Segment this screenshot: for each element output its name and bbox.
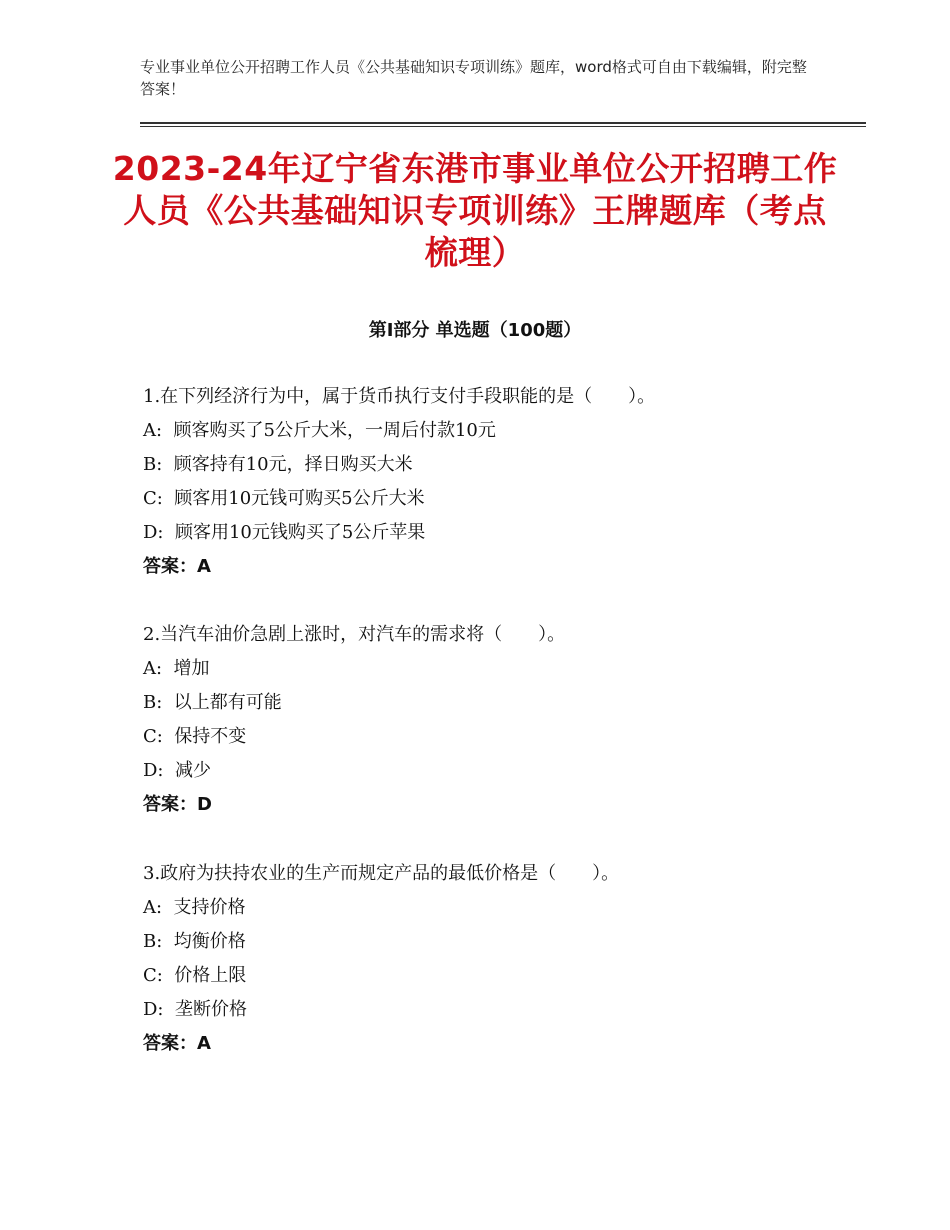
option-b: B: 均衡价格 — [143, 931, 246, 952]
option-d: D: 减少 — [143, 760, 211, 781]
option-b: B: 以上都有可能 — [143, 692, 282, 713]
header-note: 专业事业单位公开招聘工作人员《公共基础知识专项训练》题库，word格式可自由下载编辑，附完整答案！ — [140, 58, 807, 98]
question-stem: 1.在下列经济行为中，属于货币执行支付手段职能的是（ ）。 — [143, 386, 656, 407]
option-a: A: 顾客购买了5公斤大米，一周后付款10元 — [143, 420, 496, 441]
answer: 答案：A — [143, 556, 211, 577]
document-title: 2023-24年辽宁省东港市事业单位公开招聘工作人员《公共基础知识专项训练》王牌题库（考点梳理） — [112, 149, 838, 272]
option-c: C: 保持不变 — [143, 726, 247, 747]
option-d: D: 顾客用10元钱购买了5公斤苹果 — [143, 522, 426, 543]
header-rule-thin — [140, 126, 866, 127]
option-a: A: 支持价格 — [143, 897, 246, 918]
question-1 — [143, 380, 843, 584]
option-b: B: 顾客持有10元，择日购买大米 — [143, 454, 413, 475]
question-stem: 2.当汽车油价急剧上涨时，对汽车的需求将（ ）。 — [143, 624, 566, 645]
answer: 答案：D — [143, 794, 212, 815]
answer: 答案：A — [143, 1033, 211, 1054]
header-rule-thick — [140, 122, 866, 124]
question-stem: 3.政府为扶持农业的生产而规定产品的最低价格是（ ）。 — [143, 863, 620, 884]
section-heading: 第Ⅰ部分 单选题（100题） — [368, 320, 582, 341]
option-c: C: 价格上限 — [143, 965, 247, 986]
question-3 — [143, 857, 843, 1061]
question-2 — [143, 618, 843, 822]
option-d: D: 垄断价格 — [143, 999, 247, 1020]
option-a: A: 增加 — [143, 658, 210, 679]
option-c: C: 顾客用10元钱可购买5公斤大米 — [143, 488, 425, 509]
